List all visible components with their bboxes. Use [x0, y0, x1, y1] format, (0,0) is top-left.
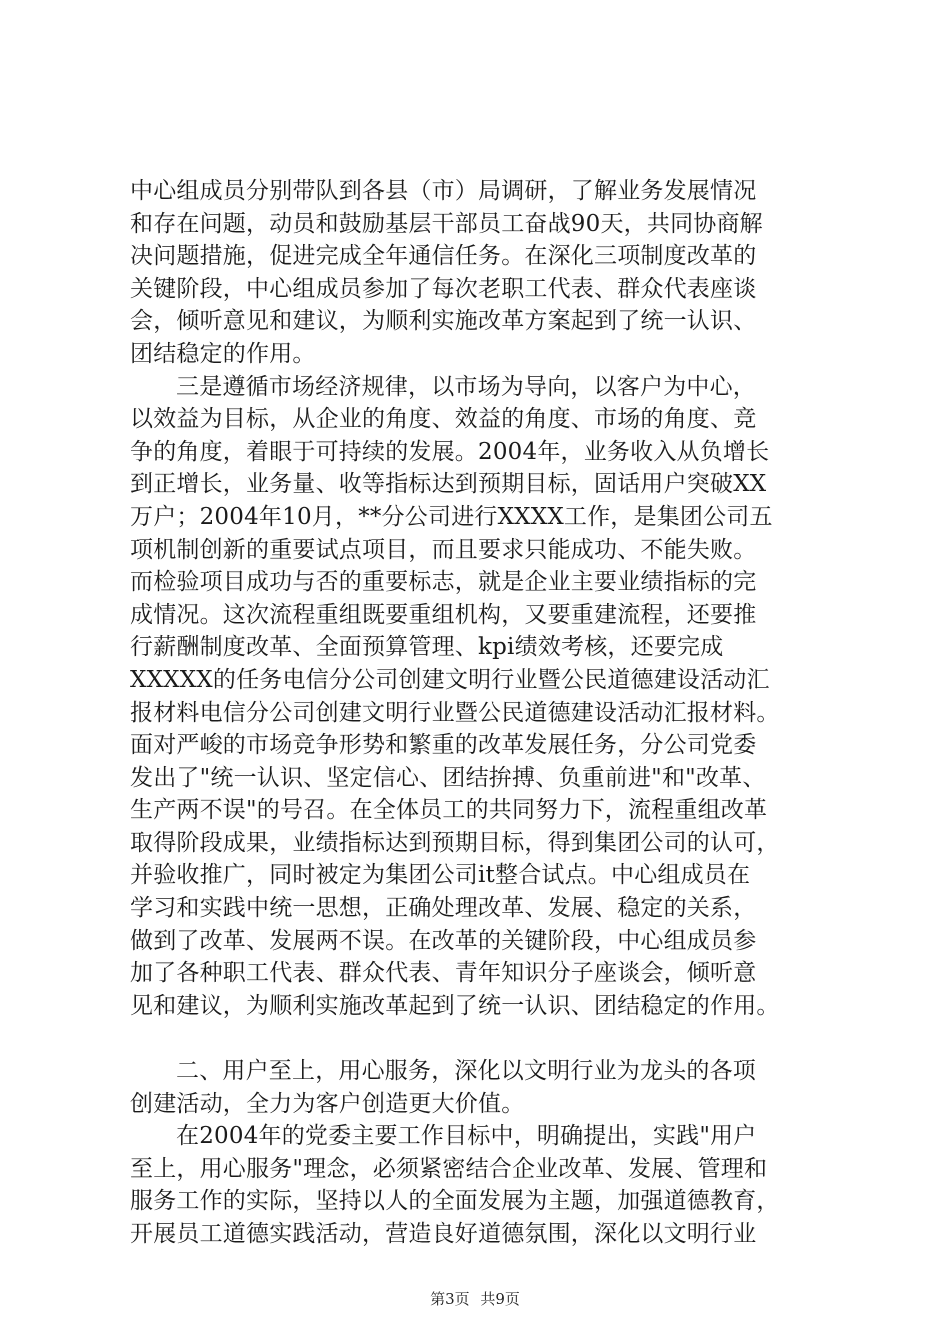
text-line: 争的角度，着眼于可持续的发展。2004年，业务收入从负增长: [130, 438, 770, 465]
text-line: 行薪酬制度改革、全面预算管理、kpi绩效考核，还要完成: [130, 634, 724, 661]
text-line: 面对严峻的市场竞争形势和繁重的改革发展任务，分公司党委: [130, 732, 757, 759]
paragraph-gap: [130, 1022, 830, 1055]
page-footer: [0, 1288, 950, 1309]
text-line: 决问题措施，促进完成全年通信任务。在深化三项制度改革的: [130, 243, 757, 270]
text-line: 到正增长，业务量、收等指标达到预期目标，固话用户突破XX: [130, 471, 767, 498]
text-line: 而检验项目成功与否的重要标志，就是企业主要业绩指标的完: [130, 569, 757, 596]
page-total: 共9页: [480, 1290, 520, 1308]
section-heading-line: 创建活动，全力为客户创造更大价值。: [130, 1090, 525, 1117]
text-line: 以效益为目标，从企业的角度、效益的角度、市场的角度、竞: [130, 406, 757, 433]
text-line: 中心组成员分别带队到各县（市）局调研，了解业务发展情况: [130, 178, 757, 204]
paragraph-start-line: 在2004年的党委主要工作目标中，明确提出，实践"用户: [176, 1123, 757, 1150]
text-line: 做到了改革、发展两不误。在改革的关键阶段，中心组成员参: [130, 927, 757, 954]
text-line: 项机制创新的重要试点项目，而且要求只能成功、不能失败。: [130, 536, 757, 563]
paragraph-start-line: 三是遵循市场经济规律，以市场为导向，以客户为中心，: [176, 373, 756, 400]
text-line: 团结稳定的作用。: [130, 340, 316, 367]
text-line: 发出了"统一认识、坚定信心、团结拚搏、负重前进"和"改革、: [130, 764, 766, 791]
text-line: 报材料电信分公司创建文明行业暨公民道德建设活动汇报材料。: [130, 699, 780, 726]
text-line: 并验收推广，同时被定为集团公司it整合试点。中心组成员在: [130, 862, 751, 889]
text-line: 至上，用心服务"理念，必须紧密结合企业改革、发展、管理和: [130, 1155, 768, 1182]
text-line: 成情况。这次流程重组既要重组机构，又要重建流程，还要推: [130, 601, 757, 628]
text-line: 开展员工道德实践活动，营造良好道德氛围，深化以文明行业: [130, 1221, 757, 1247]
text-line: 加了各种职工代表、群众代表、青年知识分子座谈会，倾听意: [130, 960, 757, 987]
text-line: 万户；2004年10月，**分公司进行XXXX工作，是集团公司五: [130, 503, 773, 530]
text-line: 取得阶段成果，业绩指标达到预期目标，得到集团公司的认可，: [130, 829, 780, 856]
text-line: XXXXX的任务电信分公司创建文明行业暨公民道德建设活动汇: [130, 666, 770, 693]
page-number: 第3页: [430, 1290, 470, 1308]
text-line: 学习和实践中统一思想，正确处理改革、发展、稳定的关系，: [130, 895, 757, 922]
text-line: 和存在问题，动员和鼓励基层干部员工奋战90天，共同协商解: [130, 210, 763, 237]
text-line: 生产两不误"的号召。在全体员工的共同努力下，流程重组改革: [130, 797, 768, 824]
section-heading-line: 二、用户至上，用心服务，深化以文明行业为龙头的各项: [176, 1058, 756, 1085]
text-line: 会，倾听意见和建议，为顺利实施改革方案起到了统一认识、: [130, 308, 757, 335]
text-line: 见和建议，为顺利实施改革起到了统一认识、团结稳定的作用。: [130, 992, 780, 1019]
text-line: 关键阶段，中心组成员参加了每次老职工代表、群众代表座谈: [130, 275, 757, 302]
document-body: [130, 175, 830, 1251]
text-line: 服务工作的实际，坚持以人的全面发展为主题，加强道德教育，: [130, 1188, 780, 1215]
